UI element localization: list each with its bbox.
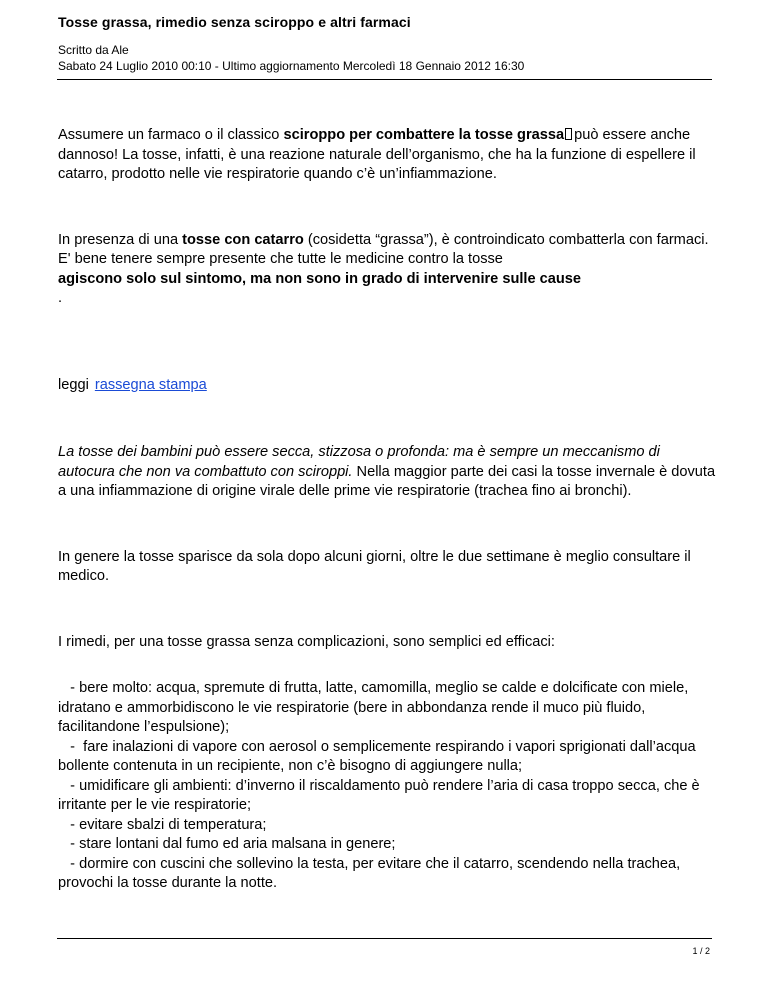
remedy-list-item	[58, 816, 718, 836]
header-divider	[57, 79, 712, 80]
remedy-list-item	[58, 738, 718, 777]
list-bullet: -	[58, 855, 80, 872]
remedy-text: bere molto: acqua, spremute di frutta, latte, camomilla, meglio se calde e dolcificate con miele, idratano e ammorbidiscono le vie respiratorie (bere in abbondanza rende il muco più fluido, facilitandone l’espulsione);	[58, 680, 689, 735]
remedy-text: evitare sbalzi di temperatura;	[79, 816, 267, 833]
list-bullet: -	[58, 738, 80, 755]
remedy-list-item	[58, 835, 718, 855]
catarro-bold-sentence: agiscono solo sul sintomo, ma non sono in grado di intervenire sulle cause	[58, 270, 582, 287]
intro-text-a: Assumere un farmaco o il classico	[58, 127, 284, 143]
remedy-text: dormire con cuscini che sollevino la testa, per evitare che il catarro, scendendo nella trachea, provochi la tosse durante la notte.	[58, 855, 681, 891]
catarro-text-a: In presenza di una	[58, 231, 183, 248]
list-bullet: -	[58, 836, 80, 852]
remedy-text: fare inalazioni di vapore con aerosol o semplicemente respirando i vapori sprigionati dall’acqua bollente contenuta in un recipiente, non c’è bisogno di aggiungere nulla;	[58, 738, 696, 774]
paragraph-intro	[58, 126, 718, 185]
catarro-dot: .	[58, 290, 63, 306]
remedy-list-item	[58, 855, 718, 894]
paragraph-medico: In genere la tosse sparisce da sola dopo alcuni giorni, oltre le due settimane è meglio consultare il medico.	[58, 548, 691, 584]
intro-bold: sciroppo per combattere la tosse grassa	[283, 127, 565, 143]
paragraph-catarro	[58, 231, 718, 309]
remedy-text: stare lontani dal fumo ed aria malsana in genere;	[79, 836, 396, 852]
rassegna-stampa-link[interactable]: rassegna stampa	[94, 376, 207, 393]
remedy-list-item	[58, 777, 718, 816]
article-meta	[58, 42, 712, 74]
remedy-list-item	[58, 679, 718, 738]
paragraph-leggi	[58, 376, 718, 396]
article-body	[58, 126, 718, 894]
article-title: Tosse grassa, rimedio senza sciroppo e altri farmaci	[58, 14, 411, 30]
remedy-list	[58, 679, 718, 894]
remedy-text: umidificare gli ambienti: d’inverno il riscaldamento può rendere l’aria di casa troppo secca, che è irritante per le vie respiratorie;	[58, 777, 700, 813]
paragraph-rimedi: I rimedi, per una tosse grassa senza complicazioni, sono semplici ed efficaci:	[58, 633, 555, 650]
page-header	[58, 12, 712, 74]
bambini-text: Nella maggior parte dei casi la tosse invernale è dovuta a una infiammazione di origine virale delle prime vie respiratorie (trachea fino ai bronchi).	[58, 463, 716, 499]
catarro-bold: tosse con catarro	[182, 231, 304, 248]
author-line: Scritto da Ale	[58, 43, 129, 57]
footer-divider	[57, 938, 712, 939]
bambini-italic: La tosse dei bambini può essere secca, stizzosa o profonda: ma è sempre un meccanismo di autocura che non va combattuto con sciroppi.	[58, 444, 660, 480]
list-bullet: -	[58, 680, 80, 696]
page-number: 1 / 2	[692, 946, 710, 956]
list-bullet: -	[58, 777, 80, 794]
intro-text-c: può essere anche dannoso! La tosse, infatti, è una reazione naturale dell’organismo, che ha la funzione di espellere il catarro, prodotto nelle vie respiratorie quando c’è un’infiammazione.	[58, 127, 696, 182]
paragraph-bambini	[58, 443, 718, 502]
date-line: Sabato 24 Luglio 2010 00:10 - Ultimo aggiornamento Mercoledì 18 Gennaio 2012 16:30	[58, 59, 525, 73]
missing-glyph-icon	[565, 128, 572, 140]
catarro-text-c: (cosidetta “grassa”), è controindicato combatterla con farmaci. E' bene tenere sempre presente che tutte le medicine contro la tosse	[58, 231, 709, 267]
leggi-label: leggi	[58, 376, 89, 393]
list-bullet: -	[58, 816, 80, 833]
